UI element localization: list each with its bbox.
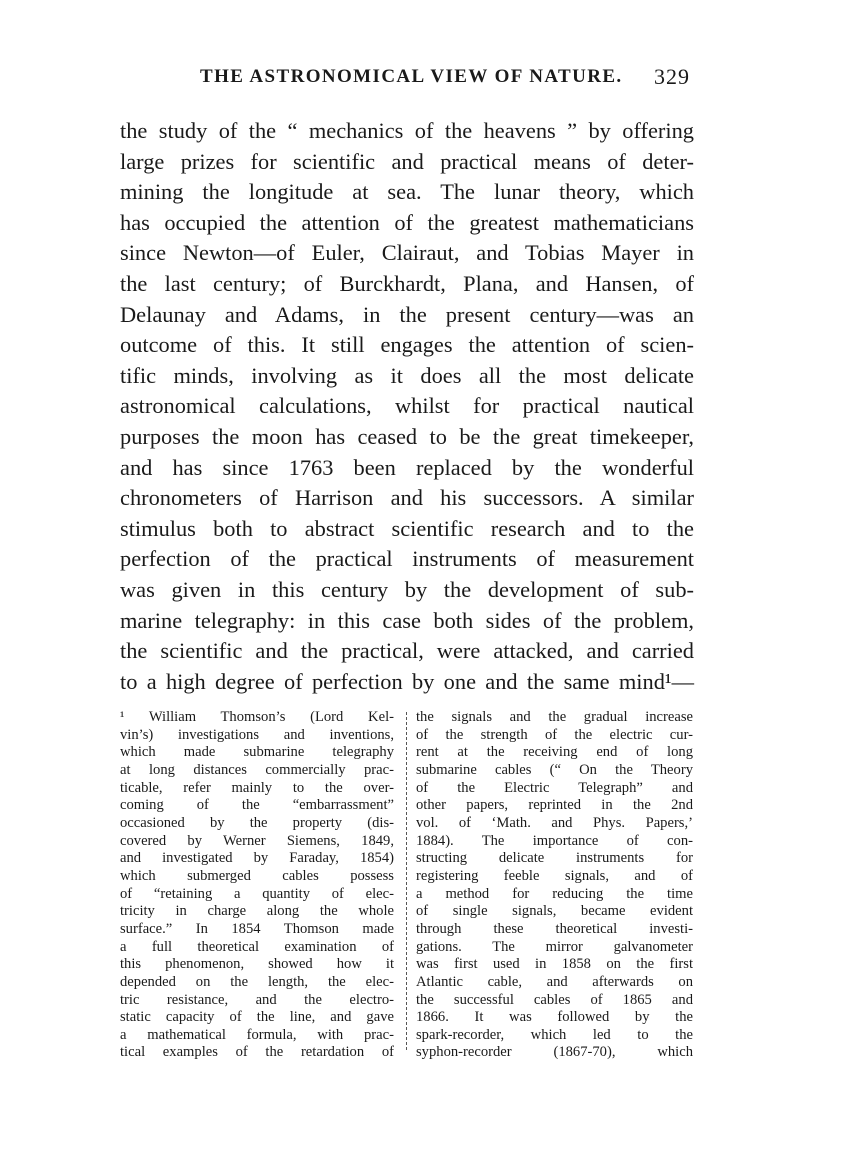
footnote-line: 1884). The importance of con- [416, 832, 693, 849]
footnote-line: vol. of ‘Math. and Phys. Papers,’ [416, 814, 693, 831]
footnote-line: the successful cables of 1865 and [416, 991, 693, 1008]
body-text-line: and has since 1763 been replaced by the wonderful [120, 454, 694, 480]
body-text-line: the last century; of Burckhardt, Plana, and Hansen, of [120, 270, 694, 296]
footnote-line: of single signals, became evident [416, 903, 693, 920]
body-text-line: was given in this century by the development of sub- [120, 576, 694, 602]
body-text-line: large prizes for scientific and practical means of deter- [120, 148, 694, 174]
footnote-line: a mathematical formula, with prac- [120, 1026, 394, 1043]
footnote-line: static capacity of the line, and gave [120, 1009, 394, 1026]
body-text-line: marine telegraphy: in this case both sides of the problem, [120, 607, 694, 633]
running-header [120, 66, 690, 94]
footnote-left-column [120, 709, 394, 1062]
footnote-line: registering feeble signals, and of [416, 867, 693, 884]
body-text-line: mining the longitude at sea. The lunar theory, which [120, 179, 694, 205]
footnote-line: this phenomenon, showed how it [120, 956, 394, 973]
footnote-line: was first used in 1858 on the first [416, 956, 693, 973]
footnote-line: tical examples of the retardation of [120, 1044, 394, 1061]
body-text-line: astronomical calculations, whilst for practical nautical [120, 393, 694, 419]
footnote-line: gations. The mirror galvanometer [416, 938, 693, 955]
footnote-line: which made submarine telegraphy [120, 744, 394, 761]
body-text-line: outcome of this. It still engages the attention of scien- [120, 332, 694, 358]
body-text-line: to a high degree of perfection by one and the same mind¹— [120, 668, 694, 694]
running-title: THE ASTRONOMICAL VIEW OF NATURE. [200, 66, 623, 87]
body-text-line: purposes the moon has ceased to be the great timekeeper, [120, 423, 694, 449]
footnote-column-divider [406, 712, 408, 1050]
footnote-line: other papers, reprinted in the 2nd [416, 797, 693, 814]
footnote-line: submarine cables (“ On the Theory [416, 761, 693, 778]
footnote-line: of the Electric Telegraph” and [416, 779, 693, 796]
footnote-line: tricity in charge along the whole [120, 903, 394, 920]
footnote-line: surface.” In 1854 Thomson made [120, 920, 394, 937]
body-text [120, 116, 694, 697]
body-text-line: Delaunay and Adams, in the present century—was an [120, 301, 694, 327]
footnote-line: ¹ William Thomson’s (Lord Kel- [120, 709, 394, 725]
footnote-line: a method for reducing the time [416, 885, 693, 902]
body-text-line: the study of the “ mechanics of the heavens ” by offering [120, 118, 694, 143]
footnote-line: spark-recorder, which led to the [416, 1026, 693, 1043]
body-text-line: stimulus both to abstract scientific research and to the [120, 515, 694, 541]
body-text-line: chronometers of Harrison and his successors. A similar [120, 485, 694, 511]
body-text-line: tific minds, involving as it does all the most delicate [120, 362, 694, 388]
footnote-line: and investigated by Faraday, 1854) [120, 850, 394, 867]
footnote-line: which submerged cables possess [120, 867, 394, 884]
footnote-line: tric resistance, and the electro- [120, 991, 394, 1008]
footnote-line: at long distances commercially prac- [120, 761, 394, 778]
footnote-line: ticable, refer mainly to the over- [120, 779, 394, 796]
footnote-line: vin’s) investigations and inventions, [120, 726, 394, 743]
footnote-line: coming of the “embarrassment” [120, 797, 394, 814]
footnote-right-column [416, 709, 693, 1062]
footnote-line: of “retaining a quantity of elec- [120, 885, 394, 902]
footnote-line: syphon-recorder (1867-70), which [416, 1044, 693, 1061]
body-text-line: has occupied the attention of the greatest mathematicians [120, 209, 694, 235]
footnote-line: covered by Werner Siemens, 1849, [120, 832, 394, 849]
body-text-line: since Newton—of Euler, Clairaut, and Tobias Mayer in [120, 240, 694, 266]
footnote-line: occasioned by the property (dis- [120, 814, 394, 831]
footnote-line: depended on the length, the elec- [120, 973, 394, 990]
footnote-line: structing delicate instruments for [416, 850, 693, 867]
footnote-line: Atlantic cable, and afterwards on [416, 973, 693, 990]
footnote-line: a full theoretical examination of [120, 938, 394, 955]
body-text-line: the scientific and the practical, were attacked, and carried [120, 638, 694, 664]
footnote-line: of the strength of the electric cur- [416, 726, 693, 743]
footnote-line: the signals and the gradual increase [416, 709, 693, 725]
footnote-line: through these theoretical investi- [416, 920, 693, 937]
footnote-line: 1866. It was followed by the [416, 1009, 693, 1026]
page-number: 329 [654, 64, 690, 89]
footnote-line: rent at the receiving end of long [416, 744, 693, 761]
body-text-line: perfection of the practical instruments of measurement [120, 546, 694, 572]
